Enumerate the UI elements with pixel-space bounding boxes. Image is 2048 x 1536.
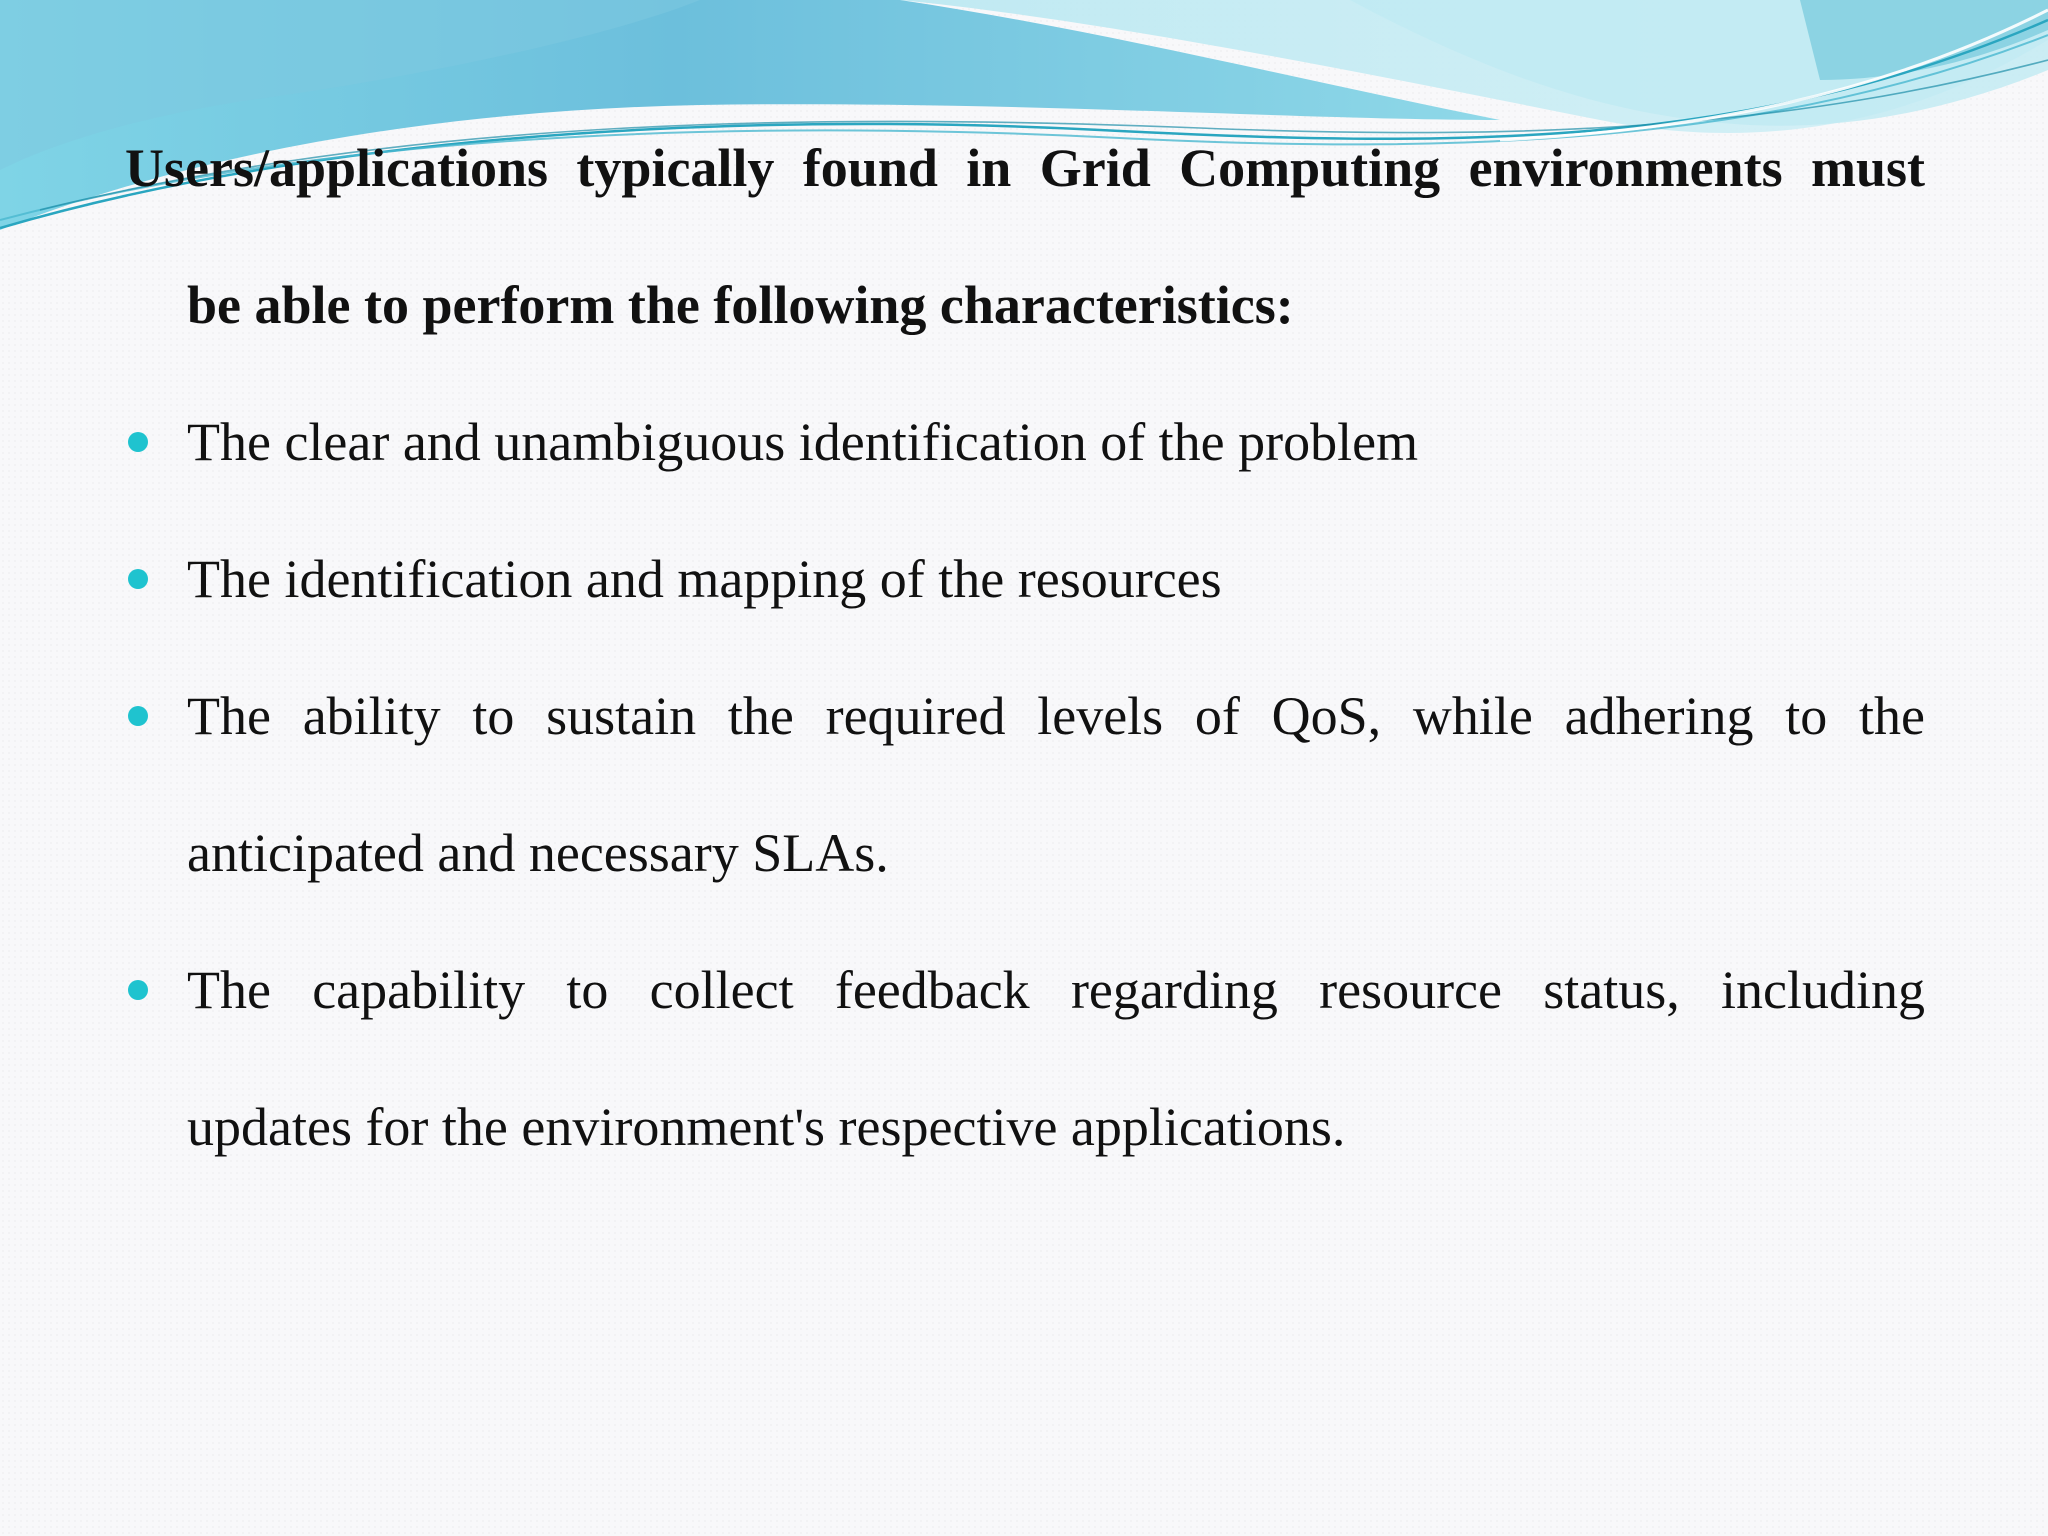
bullet-text: The identification and mapping of the resources (187, 549, 1222, 609)
bullet-text-continued: anticipated and necessary SLAs. (187, 823, 889, 883)
bullet-dot-icon (128, 432, 148, 452)
bullet-text: The ability to sustain the required levels of QoS, while adhering to the (187, 686, 1925, 746)
bullet-dot-icon (128, 706, 148, 726)
slide-heading (125, 100, 1925, 374)
slide-content (125, 100, 1925, 1196)
heading-line-1: Users/applications typically found in Grid Computing environments must (125, 138, 1925, 198)
bullet-text: The clear and unambiguous identification of the problem (187, 412, 1419, 472)
bullet-dot-icon (128, 980, 148, 1000)
bullet-list (125, 374, 1925, 1196)
bullet-item (125, 648, 1925, 922)
bullet-item (125, 511, 1925, 648)
heading-line-2: be able to perform the following characteristics: (187, 275, 1294, 335)
bullet-item (125, 922, 1925, 1196)
bullet-dot-icon (128, 569, 148, 589)
bullet-item (125, 374, 1925, 511)
bullet-text-continued: updates for the environment's respective applications. (187, 1097, 1346, 1157)
bullet-text: The capability to collect feedback regarding resource status, including (187, 960, 1925, 1020)
